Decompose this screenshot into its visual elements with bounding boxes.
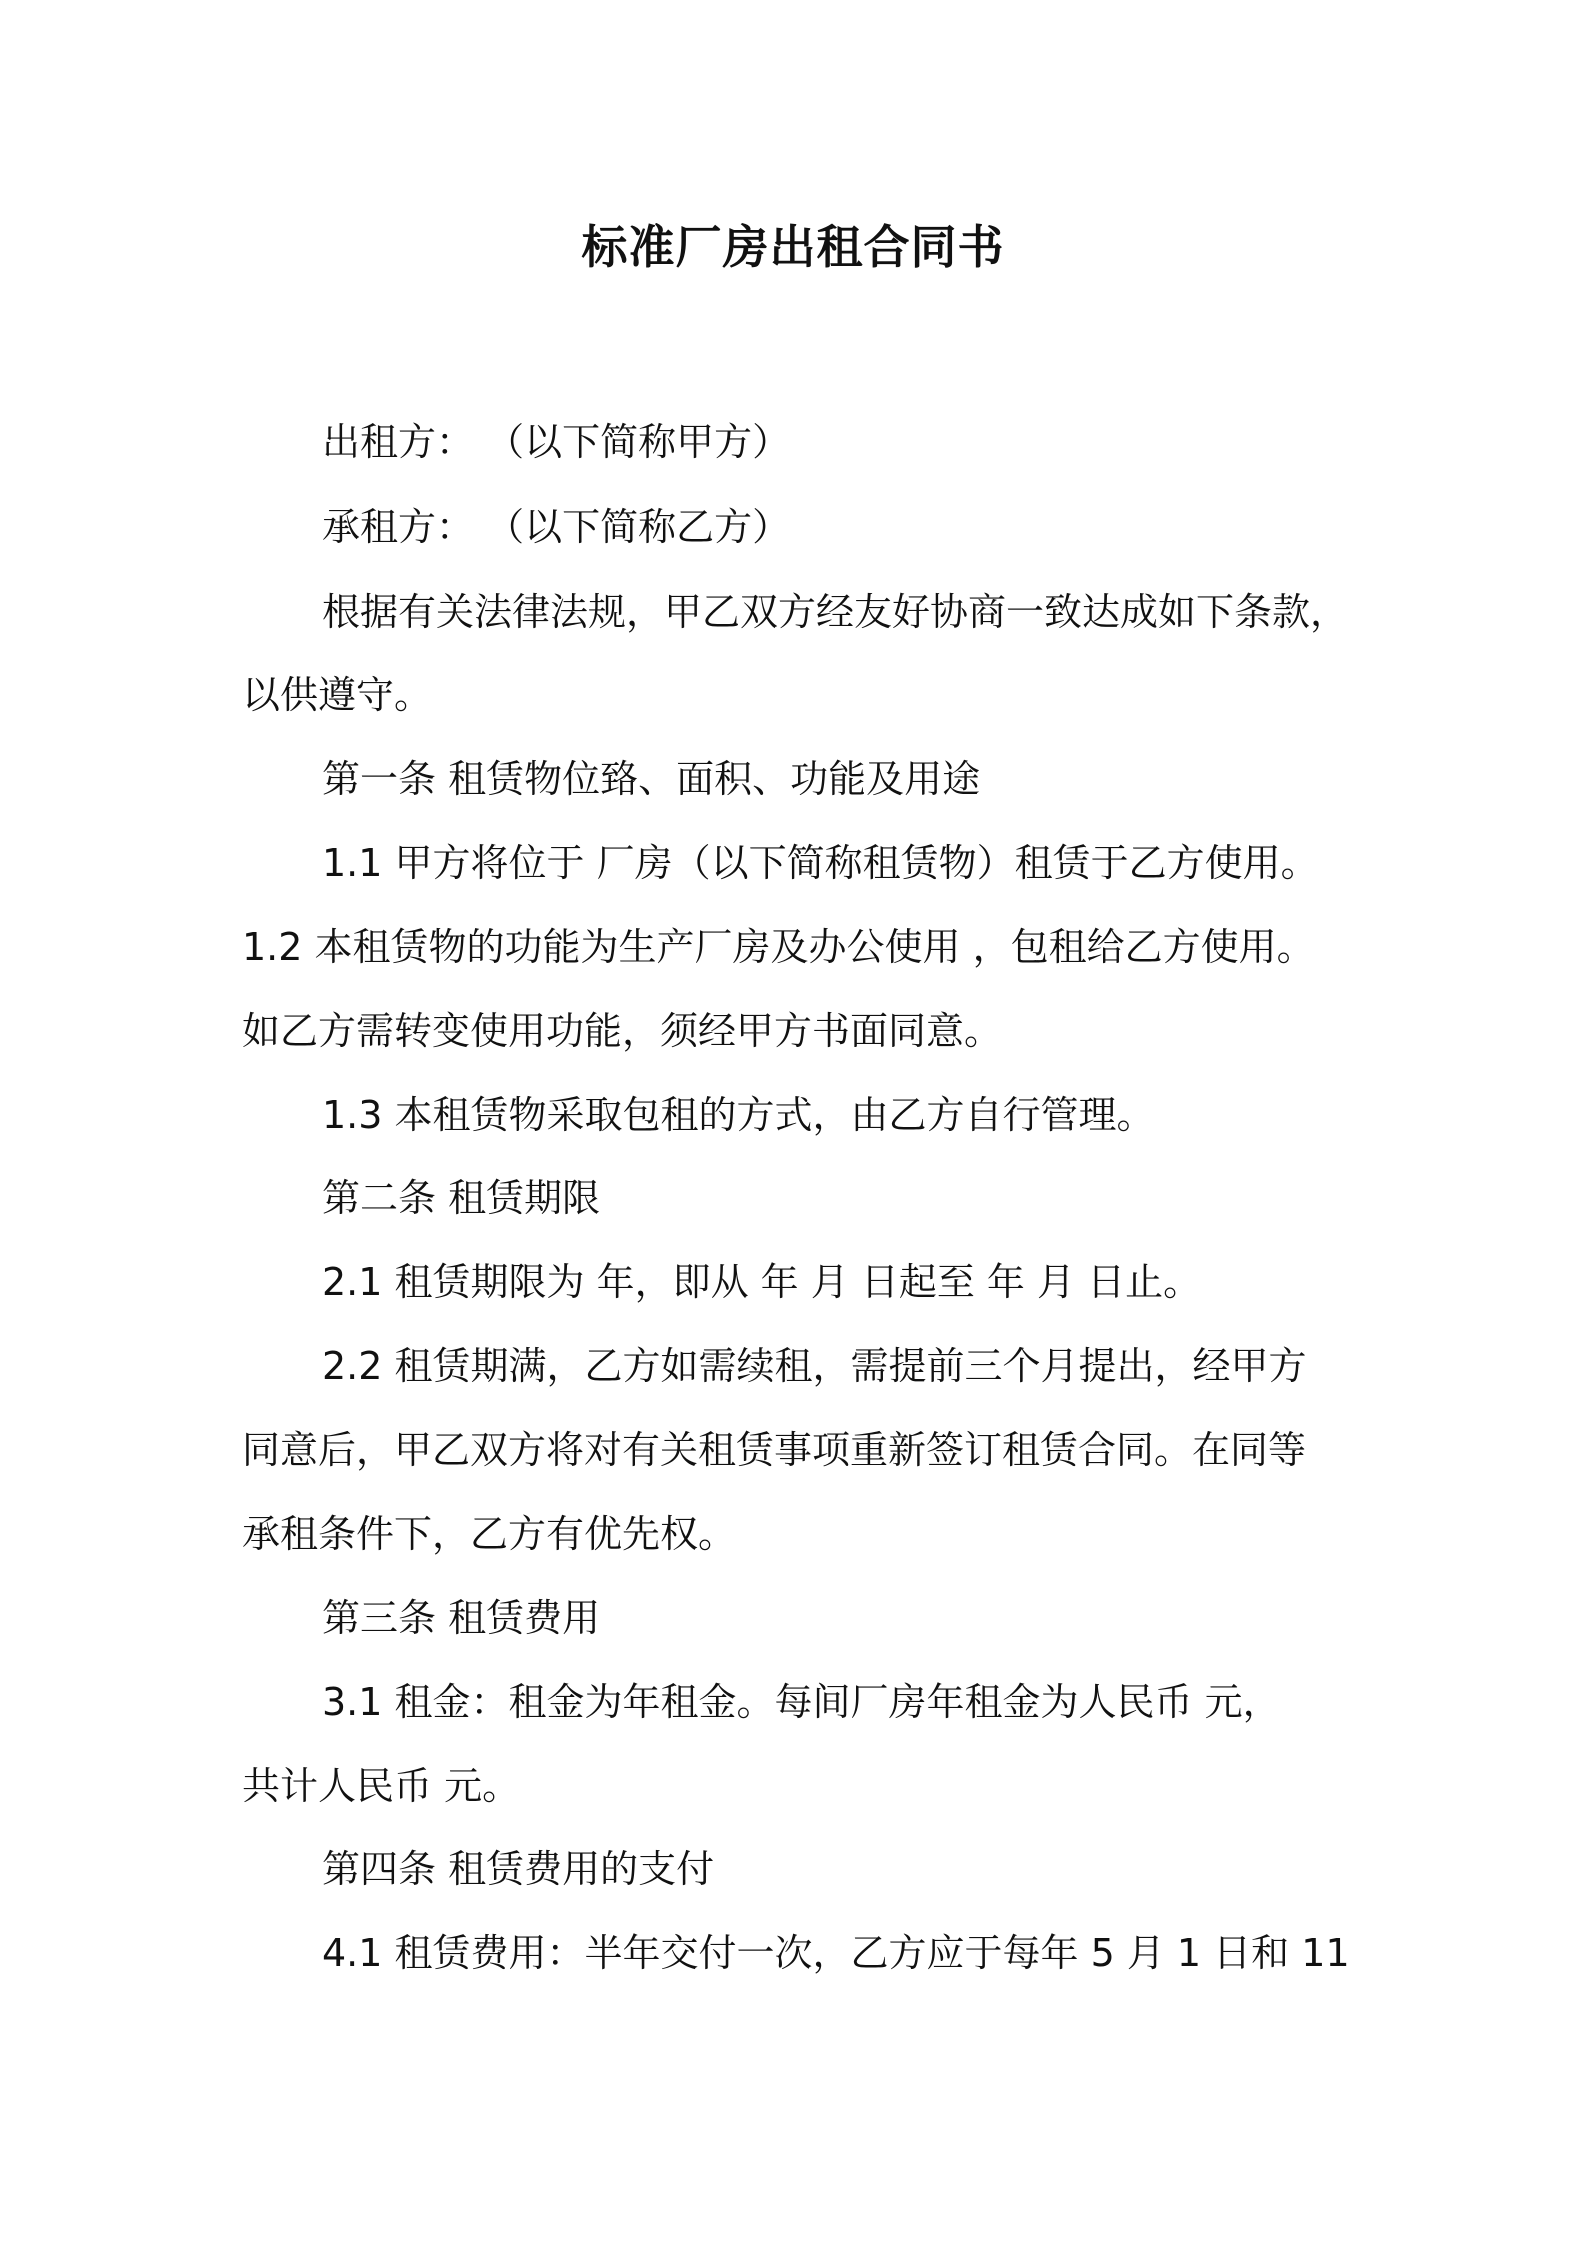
clause-line: 2.2 租赁期满，乙方如需续租，需提前三个月提出，经甲方 [322,1344,1307,1388]
article-heading: 第二条 租赁期限 [322,1176,601,1220]
lessor-line: 出租方： （以下简称甲方） [322,420,791,464]
article-heading: 第三条 租赁费用 [322,1596,601,1640]
clause-line: 共计人民币 元。 [242,1764,521,1808]
lessee-line: 承租方： （以下简称乙方） [322,505,791,549]
clause-line: 1.2 本租赁物的功能为生产厂房及办公使用 ，包租给乙方使用。 [242,925,1315,969]
clause-line: 如乙方需转变使用功能，须经甲方书面同意。 [242,1009,1003,1053]
clause-line: 2.1 租赁期限为 年，即从 年 月 日起至 年 月 日止。 [322,1260,1202,1304]
clause-line: 3.1 租金：租金为年租金。每间厂房年租金为人民币 元， [322,1680,1281,1724]
clause-line: 承租条件下，乙方有优先权。 [242,1512,737,1556]
clause-line: 同意后，甲乙双方将对有关租赁事项重新签订租赁合同。在同等 [242,1428,1307,1472]
preamble-line: 根据有关法律法规，甲乙双方经友好协商一致达成如下条款， [322,590,1349,634]
article-heading: 第一条 租赁物位臵、面积、功能及用途 [322,757,981,801]
clause-line: 1.3 本租赁物采取包租的方式，由乙方自行管理。 [322,1093,1155,1137]
clause-line: 4.1 租赁费用：半年交付一次，乙方应于每年 5 月 1 日和 11 [322,1931,1350,1975]
preamble-line: 以供遵守。 [242,673,433,717]
article-heading: 第四条 租赁费用的支付 [322,1847,715,1891]
document-title: 标准厂房出租合同书 [581,220,1005,274]
clause-line: 1.1 甲方将位于 厂房（以下简称租赁物）租赁于乙方使用。 [322,841,1319,885]
